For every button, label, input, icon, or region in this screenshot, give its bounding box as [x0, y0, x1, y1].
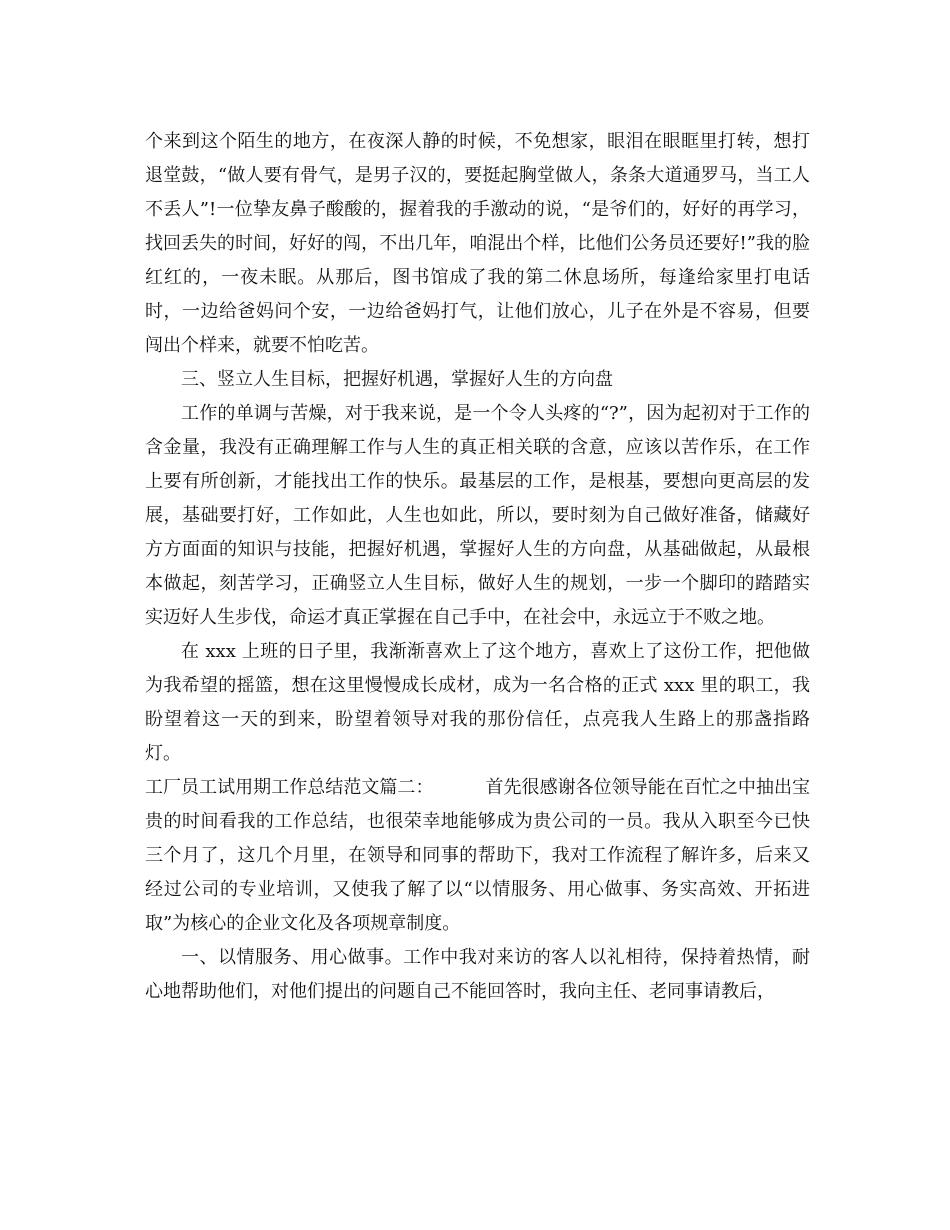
paragraph-workplace-hope: 在 xxx 上班的日子里，我渐渐喜欢上了这个地方，喜欢上了这份工作，把他做为我希望的摇篮，想在这里慢慢成长成材，成为一名合格的正式 xxx 里的职工，我盼望着这一天的到来，盼望着领导对我的那份信任，点亮我人生路上的那盏指路灯。	[145, 641, 810, 764]
paragraph-work-reflection: 工作的单调与苦燥，对于我来说，是一个令人头疼的“?”，因为起初对于工作的含金量，我没有正确理解工作与人生的真正相关联的含意，应该以苦作乐，在工作上要有所创新，才能找出工作的快乐。最基层的工作，是根基，要想向更高层的发展，基础要打好，工作如此，人生也如此，所以，要时刻为自己做好准备，储藏好方方面面的知识与技能，把握好机遇，掌握好人生的方向盘，从基础做起，从最根本做起，刻苦学习，正确竖立人生目标，做好人生的规划，一步一个脚印的踏踏实实迈好人生步伐，命运才真正掌握在自己手中，在社会中，永远立于不败之地。	[145, 403, 810, 628]
paragraph-article-two	[145, 771, 810, 941]
paragraph-service-section: 一、以情服务、用心做事。工作中我对来访的客人以礼相待，保持着热情，耐心地帮助他们，对他们提出的问题自己不能回答时，我向主任、老同事请教后，	[145, 947, 810, 1002]
article-two-intro: 首先很感谢各位领导能在百忙之中抽出宝贵的时间看我的工作总结，也很荣幸地能够成为贵公司的一员。我从入职至今已快三个月了，这几个月里，在领导和同事的帮助下，我对工作流程了解许多，后来又经过公司的专业培训，又使我了解了以“以情服务、用心做事、务实高效、开拓进取”为核心的企业文化及各项规章制度。	[145, 777, 810, 934]
section-heading-three: 三、竖立人生目标，把握好机遇，掌握好人生的方向盘	[181, 369, 613, 390]
paragraph-continuation: 个来到这个陌生的地方，在夜深人静的时候，不免想家，眼泪在眼眶里打转，想打退堂鼓，“做人要有骨气，是男子汉的，要挺起胸堂做人，条条大道通罗马，当工人不丢人”!一位挚友鼻子酸酸的，握着我的手激动的说，“是爷们的，好好的再学习，找回丢失的时间，好好的闯，不出几年，咱混出个样，比他们公务员还要好!”我的脸红红的，一夜未眠。从那后，图书馆成了我的第二休息场所，每逢给家里打电话时，一边给爸妈问个安，一边给爸妈打气，让他们放心，儿子在外是不容易，但要闯出个样来，就要不怕吃苦。	[145, 131, 810, 356]
document-page	[145, 125, 810, 1009]
article-two-title: 工厂员工试用期工作总结范文篇二：	[145, 777, 434, 798]
